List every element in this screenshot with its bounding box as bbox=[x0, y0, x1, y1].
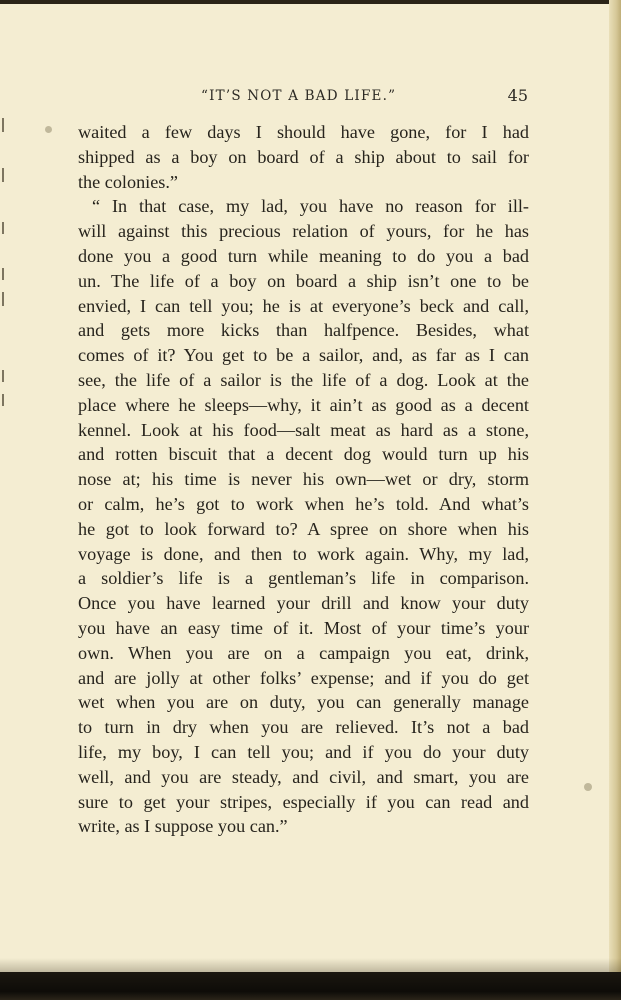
text-line: the colonies.” bbox=[78, 171, 178, 192]
paper-spot bbox=[584, 783, 592, 791]
text-line: done you a good turn while meaning to do you a bad bbox=[78, 245, 529, 266]
text-line: well, and you are steady, and civil, and smart, you are bbox=[78, 766, 529, 787]
gutter-mark bbox=[2, 118, 4, 132]
running-head bbox=[78, 86, 528, 110]
text-line: kennel. Look at his food—salt meat as hard as a stone, bbox=[78, 419, 529, 440]
gutter-mark bbox=[2, 268, 4, 280]
text-line: place where he sleeps—why, it ain’t as good as a decent bbox=[78, 394, 529, 415]
text-line: waited a few days I should have gone, for I had bbox=[78, 122, 529, 142]
text-line: nose at; his time is never his own—wet or dry, storm bbox=[78, 469, 529, 490]
page-bottom-edge bbox=[0, 972, 621, 1000]
text-line: wet when you are on duty, you can generally manage bbox=[78, 692, 529, 713]
paper-spot bbox=[45, 126, 52, 133]
gutter-mark bbox=[2, 222, 4, 234]
text-line: will against this precious relation of yours, for he has bbox=[78, 221, 529, 242]
page-top-edge bbox=[0, 0, 621, 4]
text-line: and gets more kicks than halfpence. Besides, what bbox=[78, 320, 529, 341]
text-line: comes of it? You get to be a sailor, and, as far as I can bbox=[78, 345, 529, 366]
page-number: 45 bbox=[507, 86, 528, 105]
page-right-edge bbox=[609, 0, 621, 1000]
body-text bbox=[78, 120, 529, 839]
gutter-mark bbox=[2, 292, 4, 306]
text-line: and rotten biscuit that a decent dog would turn up his bbox=[78, 444, 529, 465]
text-line: a soldier’s life is a gentleman’s life in comparison. bbox=[78, 568, 529, 589]
text-line: write, as I suppose you can.” bbox=[78, 816, 288, 837]
gutter-mark bbox=[2, 168, 4, 182]
text-line: sure to get your stripes, especially if you can read and bbox=[78, 791, 529, 812]
text-line: he got to look forward to? A spree on shore when his bbox=[78, 518, 529, 539]
running-title: “IT’S NOT A BAD LIFE.” bbox=[201, 88, 397, 104]
text-line: “ In that case, my lad, you have no reason for ill- bbox=[92, 196, 529, 217]
page-bottom-shadow bbox=[0, 958, 621, 972]
text-line: own. When you are on a campaign you eat, drink, bbox=[78, 642, 529, 663]
text-line: life, my boy, I can tell you; and if you do your duty bbox=[78, 741, 529, 762]
text-line: see, the life of a sailor is the life of a dog. Look at the bbox=[78, 369, 529, 390]
text-line: and are jolly at other folks’ expense; and if you do get bbox=[78, 667, 529, 688]
text-line: Once you have learned your drill and know your duty bbox=[78, 593, 529, 614]
text-line: or calm, he’s got to work when he’s told. And what’s bbox=[78, 493, 529, 514]
text-line: to turn in dry when you are relieved. It’s not a bad bbox=[78, 717, 529, 738]
gutter-mark bbox=[2, 394, 4, 406]
text-line: voyage is done, and then to work again. Why, my lad, bbox=[78, 543, 529, 564]
text-line: you have an easy time of it. Most of your time’s your bbox=[78, 617, 529, 638]
text-line: un. The life of a boy on board a ship isn’t one to be bbox=[78, 270, 529, 291]
text-line: shipped as a boy on board of a ship about to sail for bbox=[78, 146, 529, 167]
gutter-mark bbox=[2, 370, 4, 382]
text-line: envied, I can tell you; he is at everyone’s beck and call, bbox=[78, 295, 529, 316]
